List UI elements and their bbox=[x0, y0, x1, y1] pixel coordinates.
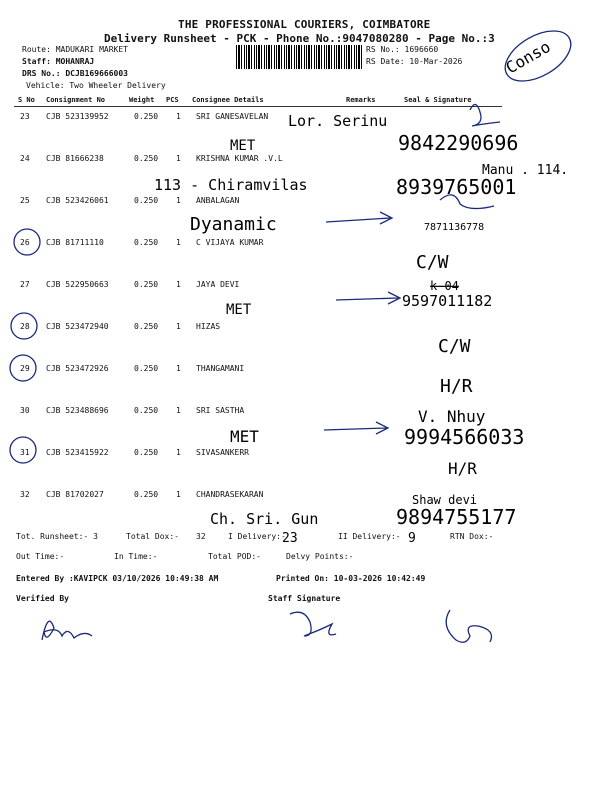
row-weight: 0.250 bbox=[134, 196, 159, 205]
col-remarks: Remarks bbox=[346, 96, 376, 104]
row-pcs: 1 bbox=[176, 448, 181, 457]
row-consignee: HIZAS bbox=[196, 322, 221, 331]
row-consignment: CJB 523488696 bbox=[46, 406, 109, 415]
row-weight: 0.250 bbox=[134, 154, 159, 163]
row-consignment: CJB 523415922 bbox=[46, 448, 109, 457]
r27-phone: 9597011182 bbox=[402, 292, 493, 310]
r27-arrow bbox=[336, 292, 400, 304]
row-sno: 24 bbox=[20, 154, 30, 163]
row-sno: 27 bbox=[20, 280, 30, 289]
verified-by-label: Verified By bbox=[16, 594, 69, 603]
row-weight: 0.250 bbox=[134, 490, 159, 499]
r23-signature bbox=[470, 104, 500, 126]
row-pcs: 1 bbox=[176, 112, 181, 121]
col-sno: S No bbox=[18, 96, 35, 104]
row-pcs: 1 bbox=[176, 490, 181, 499]
row-pcs: 1 bbox=[176, 406, 181, 415]
i-delivery-value: 23 bbox=[282, 531, 298, 546]
r25-arrow bbox=[326, 212, 392, 224]
total-dox-label: Total Dox:- bbox=[126, 532, 179, 541]
row-consignee: JAYA DEVI bbox=[196, 280, 240, 289]
row-weight: 0.250 bbox=[134, 448, 159, 457]
row-sno: 25 bbox=[20, 196, 30, 205]
r28-cw: C/W bbox=[438, 336, 471, 357]
row-consignment: CJB 523426061 bbox=[46, 196, 109, 205]
row-sno: 31 bbox=[20, 448, 30, 457]
i-delivery-label: I Delivery:- bbox=[228, 532, 286, 541]
row-pcs: 1 bbox=[176, 280, 181, 289]
row-weight: 0.250 bbox=[134, 112, 159, 121]
row-weight: 0.250 bbox=[134, 406, 159, 415]
r31-arrow bbox=[324, 422, 388, 434]
row-sno: 30 bbox=[20, 406, 30, 415]
row-pcs: 1 bbox=[176, 322, 181, 331]
r23-phone: 9842290696 bbox=[398, 131, 519, 155]
rs-number: RS No.: 1696660 bbox=[366, 45, 439, 54]
row-weight: 0.250 bbox=[134, 238, 159, 247]
ii-delivery-label: II Delivery:- bbox=[338, 532, 401, 541]
r29-hr: H/R bbox=[440, 376, 473, 397]
row-sno: 26 bbox=[20, 238, 30, 247]
col-consignee: Consignee Details bbox=[192, 96, 264, 104]
receiver-signature bbox=[446, 610, 491, 642]
r31-met: MET bbox=[230, 427, 259, 446]
r29-circle bbox=[10, 355, 36, 381]
r31-phone: 9994566033 bbox=[404, 425, 525, 449]
r32-name: Ch. Sri. Gun bbox=[210, 510, 319, 528]
r32-sign: Shaw devi bbox=[412, 493, 478, 507]
staff-signature bbox=[290, 612, 336, 636]
row-consignment: CJB 523472940 bbox=[46, 322, 109, 331]
entered-by: Entered By :KAVIPCK 03/10/2026 10:49:38 AM bbox=[16, 574, 219, 583]
route-label: Route: MADUKARI MARKET bbox=[22, 45, 128, 54]
row-consignment: CJB 81711110 bbox=[46, 238, 104, 247]
row-consignee: SIVASANKERR bbox=[196, 448, 249, 457]
r24-met: MET bbox=[230, 138, 256, 154]
row-consignee: ANBALAGAN bbox=[196, 196, 240, 205]
r24-address: 113 - Chiramvilas bbox=[154, 176, 308, 194]
row-sno: 23 bbox=[20, 112, 30, 121]
row-pcs: 1 bbox=[176, 196, 181, 205]
col-consignment: Consignment No bbox=[46, 96, 106, 104]
r27-strike-note: k-04 bbox=[430, 279, 459, 293]
verified-signature bbox=[42, 621, 92, 640]
row-consignee: C VIJAYA KUMAR bbox=[196, 238, 264, 247]
printed-on: Printed On: 10-03-2026 10:42:49 bbox=[276, 574, 426, 583]
r24-note: Manu . 114. bbox=[482, 163, 569, 178]
row-weight: 0.250 bbox=[134, 322, 159, 331]
rtn-dox-label: RTN Dox:- bbox=[450, 532, 494, 541]
r27-met: MET bbox=[226, 302, 252, 318]
row-pcs: 1 bbox=[176, 238, 181, 247]
runsheet-title: Delivery Runsheet - PCK - Phone No.:9047080280 - Page No.:3 bbox=[104, 32, 495, 45]
total-dox-value: 32 bbox=[196, 532, 206, 541]
row-consignee: SRI SASTHA bbox=[196, 406, 245, 415]
col-seal-signature: Seal & Signature bbox=[404, 96, 472, 104]
row-sno: 29 bbox=[20, 364, 30, 373]
company-name: THE PROFESSIONAL COURIERS, COIMBATORE bbox=[178, 18, 431, 31]
r26-circle bbox=[14, 229, 40, 255]
r31-hr: H/R bbox=[448, 459, 477, 478]
r31-circle bbox=[10, 437, 36, 463]
in-time: In Time:- bbox=[114, 552, 158, 561]
ii-delivery-value: 9 bbox=[408, 531, 416, 546]
row-consignee: THANGAMANI bbox=[196, 364, 245, 373]
row-pcs: 1 bbox=[176, 364, 181, 373]
r26-cw: C/W bbox=[416, 252, 449, 273]
row-consignee: KRISHNA KUMAR .V.L bbox=[196, 154, 283, 163]
delvy-points: Delvy Points:- bbox=[286, 552, 354, 561]
row-weight: 0.250 bbox=[134, 364, 159, 373]
staff-label: Staff: MOHANRAJ bbox=[22, 57, 95, 66]
row-consignment: CJB 522950663 bbox=[46, 280, 109, 289]
row-consignee: SRI GANESAVELAN bbox=[196, 112, 269, 121]
row-consignment: CJB 81702027 bbox=[46, 490, 104, 499]
out-time: Out Time:- bbox=[16, 552, 65, 561]
row-weight: 0.250 bbox=[134, 280, 159, 289]
row-pcs: 1 bbox=[176, 154, 181, 163]
svg-text:Conso: Conso bbox=[502, 36, 554, 78]
col-pcs: PCS bbox=[166, 96, 179, 104]
r23-name: Lor. Serinu bbox=[288, 112, 388, 130]
r32-phone: 9894755177 bbox=[396, 505, 517, 529]
total-runsheet: Tot. Runsheet:- 3 bbox=[16, 532, 98, 541]
row-consignment: CJB 523139952 bbox=[46, 112, 109, 121]
row-consignee: CHANDRASEKARAN bbox=[196, 490, 264, 499]
row-consignment: CJB 81666238 bbox=[46, 154, 104, 163]
rs-date: RS Date: 10-Mar-2026 bbox=[366, 57, 463, 66]
row-sno: 32 bbox=[20, 490, 30, 499]
r30-sign: V. Nhuy bbox=[418, 407, 486, 426]
corner-note bbox=[497, 21, 579, 92]
staff-signature-label: Staff Signature bbox=[268, 594, 341, 603]
r25-number: 7871136778 bbox=[424, 222, 485, 233]
r25-name: Dyanamic bbox=[190, 214, 277, 235]
row-sno: 28 bbox=[20, 322, 30, 331]
vehicle-label: Vehicle: Two Wheeler Delivery bbox=[26, 81, 166, 90]
r24-phone: 8939765001 bbox=[396, 175, 517, 199]
drs-number: DRS No.: DCJB169666003 bbox=[22, 69, 128, 78]
col-weight: Weight bbox=[129, 96, 155, 104]
total-pod: Total POD:- bbox=[208, 552, 261, 561]
r28-circle bbox=[11, 313, 37, 339]
row-consignment: CJB 523472926 bbox=[46, 364, 109, 373]
